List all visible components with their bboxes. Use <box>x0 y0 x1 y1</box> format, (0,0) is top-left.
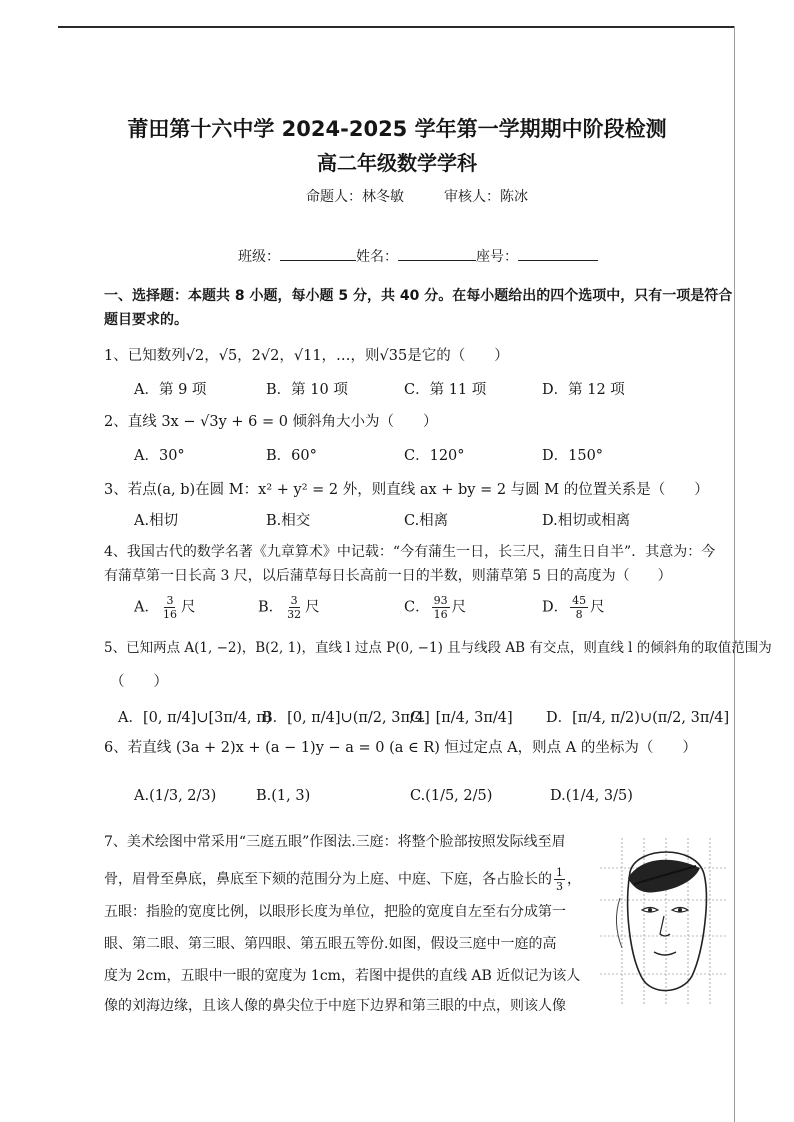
question-5-line2: （ ） <box>110 674 168 690</box>
question-3-option-d[interactable]: D.相切或相离 <box>542 513 631 529</box>
question-4-option-a[interactable]: A． $\frac{3}{16}$ 尺 <box>134 594 196 621</box>
question-5-line1: 5、已知两点 A(1, −2)，B(2, 1)，直线 l 过点 P(0, −1) 且与线段 AB 有交点，则直线 l 的倾斜角的取值范围为 <box>104 640 772 656</box>
question-2-stem: 2、直线 3x − √3y + 6 = 0 倾斜角大小为（ ） <box>104 414 438 430</box>
exam-title: 莆田第十六中学 2024-2025 学年第一学期期中阶段检测 <box>127 117 667 141</box>
question-6-stem: 6、若直线 (3a + 2)x + (a − 1)y − a = 0 (a ∈ R) 恒过定点 A，则点 A 的坐标为（ ） <box>104 740 697 756</box>
question-5-option-a[interactable]: A．[0, π/4]∪[3π/4, π) <box>118 710 272 726</box>
question-1-stem: 1、已知数列√2，√5，2√2，√11，…，则√35是它的（ ） <box>104 348 509 364</box>
section-heading-line1: 一、选择题：本题共 8 小题，每小题 5 分，共 40 分。在每小题给出的四个选项中，只有一项是符合 <box>104 288 733 304</box>
question-1-option-c[interactable]: C．第 11 项 <box>404 382 487 398</box>
question-2-option-c[interactable]: C．120° <box>404 448 465 464</box>
question-6-option-a[interactable]: A.(1/3, 2/3) <box>134 788 217 804</box>
question-5-option-c[interactable]: C．[π/4, 3π/4] <box>410 710 513 726</box>
question-1-option-b[interactable]: B．第 10 项 <box>266 382 348 398</box>
question-4-line2: 有蒲草第一日长高 3 尺，以后蒲草每日长高前一日的半数，则蒲草第 5 日的高度为（ ） <box>104 568 672 584</box>
question-7-line5: 度为 2cm，五眼中一眼的宽度为 1cm，若图中提供的直线 AB 近似记为该人 <box>104 968 581 984</box>
question-1-option-d[interactable]: D．第 12 项 <box>542 382 625 398</box>
question-1-option-a[interactable]: A．第 9 项 <box>134 382 207 398</box>
question-2-option-a[interactable]: A．30° <box>134 448 185 464</box>
question-4-line1: 4、我国古代的数学名著《九章算术》中记载：“今有蒲生一日，长三尺，蒲生日自半”．其意为：今 <box>104 544 716 560</box>
exam-subtitle: 高二年级数学学科 <box>317 151 477 175</box>
question-5-option-b[interactable]: B．[0, π/4]∪(π/2, 3π/4] <box>262 710 430 726</box>
section-heading-line2: 题目要求的。 <box>104 312 188 328</box>
class-label: 班级： <box>238 249 280 265</box>
question-7-line4: 眼、第二眼、第三眼、第四眼、第五眼五等份.如图，假设三庭中一庭的高 <box>104 936 557 952</box>
page-top-border <box>58 26 734 28</box>
class-field[interactable] <box>280 246 356 261</box>
question-7-line2: 骨，眉骨至鼻底，鼻底至下颏的范围分为上庭、中庭、下庭，各占脸长的 $\frac{1}{3}$ ， <box>104 866 581 893</box>
page-right-border <box>734 26 735 1122</box>
question-5-option-d[interactable]: D．[π/4, π/2)∪(π/2, 3π/4] <box>546 710 730 726</box>
question-3-option-a[interactable]: A.相切 <box>134 513 179 529</box>
question-6-option-d[interactable]: D.(1/4, 3/5) <box>550 788 633 804</box>
student-info-row <box>238 246 598 267</box>
setter-name: 命题人：林冬敏 <box>306 189 404 205</box>
question-2-option-d[interactable]: D．150° <box>542 448 604 464</box>
question-3-option-b[interactable]: B.相交 <box>266 513 311 529</box>
question-7-line1: 7、美术绘图中常采用“三庭五眼”作图法.三庭：将整个脸部按照发际线至眉 <box>104 834 566 850</box>
question-7-line6: 像的刘海边缘，且该人像的鼻尖位于中庭下边界和第三眼的中点，则该人像 <box>104 998 566 1014</box>
question-3-option-c[interactable]: C.相离 <box>404 513 449 529</box>
seat-field[interactable] <box>518 246 598 261</box>
question-2-option-b[interactable]: B．60° <box>266 448 317 464</box>
name-label: 姓名： <box>356 249 398 265</box>
seat-label: 座号： <box>476 249 518 265</box>
question-6-option-b[interactable]: B.(1, 3) <box>256 788 311 804</box>
reviewer-name: 审核人：陈冰 <box>444 189 528 205</box>
question-3-stem: 3、若点(a, b)在圆 M：x² + y² = 2 外，则直线 ax + by = 2 与圆 M 的位置关系是（ ） <box>104 482 709 498</box>
question-4-option-c[interactable]: C． $\frac{93}{16}$ 尺 <box>404 594 467 621</box>
question-6-option-c[interactable]: C.(1/5, 2/5) <box>410 788 493 804</box>
question-4-option-b[interactable]: B． $\frac{3}{32}$ 尺 <box>258 594 320 621</box>
question-4-option-d[interactable]: D． $\frac{45}{8}$ 尺 <box>542 594 605 621</box>
name-field[interactable] <box>398 246 476 261</box>
portrait-sketch-figure <box>600 838 728 1006</box>
question-7-line3: 五眼：指脸的宽度比例，以眼形长度为单位，把脸的宽度自左至右分成第一 <box>104 904 566 920</box>
